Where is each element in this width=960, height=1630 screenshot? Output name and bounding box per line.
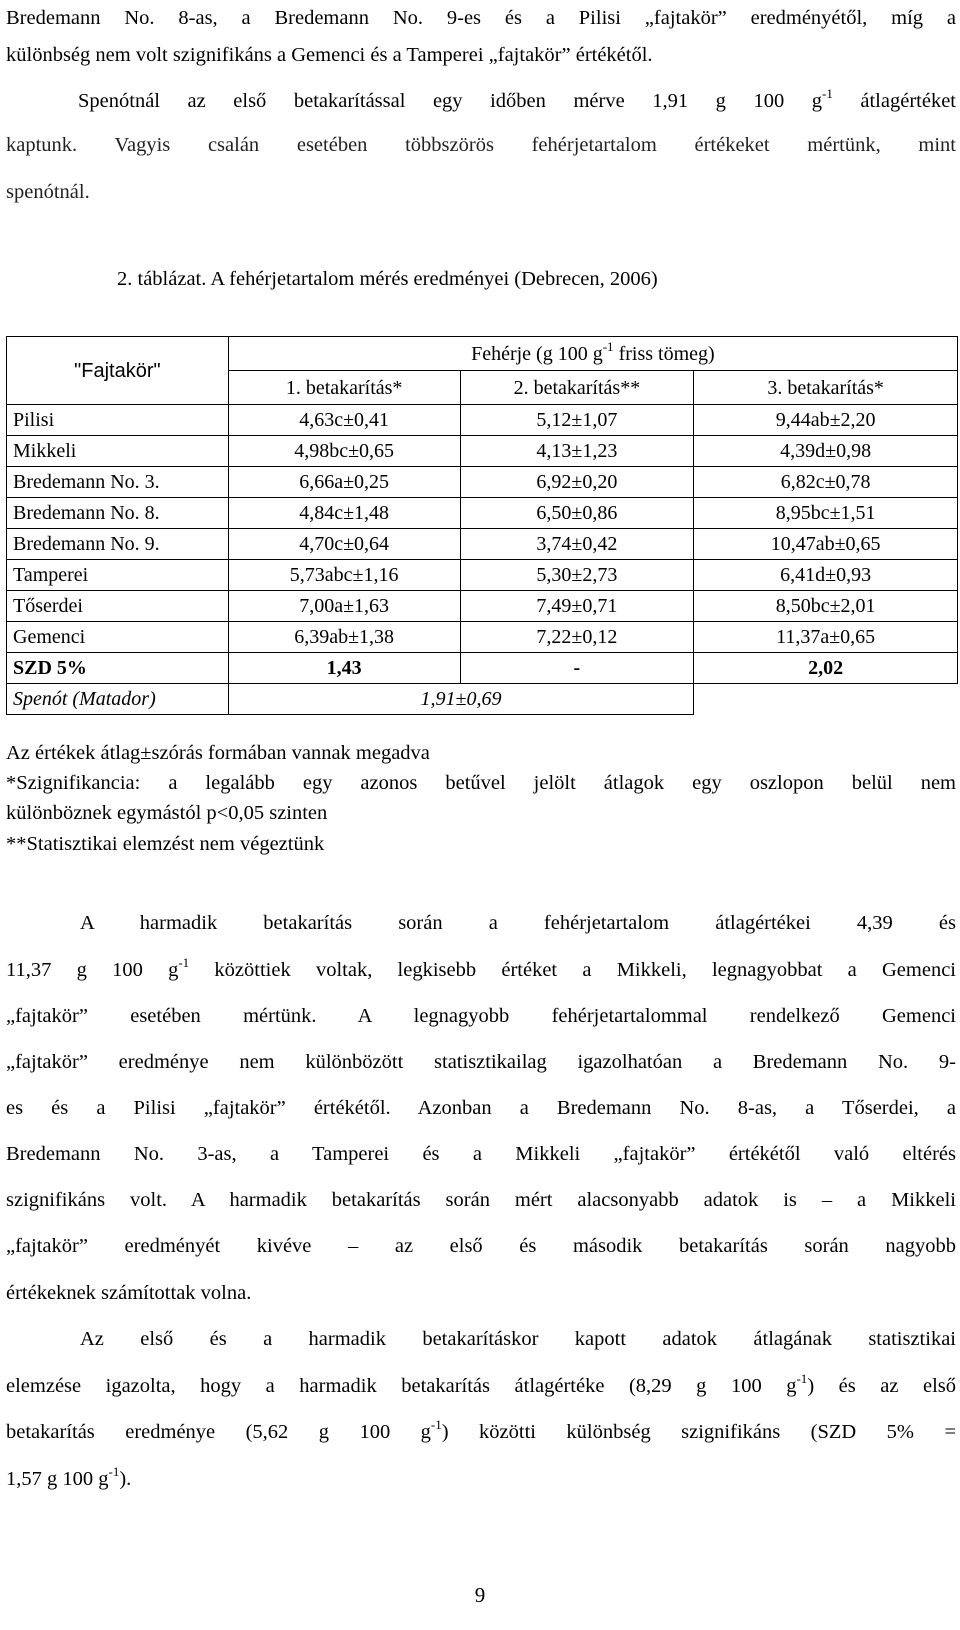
row-name: Pilisi [7, 405, 229, 436]
intro-line-5: spenótnál. [6, 181, 90, 203]
cell: 7,22±0,12 [460, 622, 694, 653]
table-row [7, 467, 958, 498]
cell: - [460, 653, 694, 684]
cell: 10,47ab±0,65 [694, 529, 958, 560]
table-row [7, 405, 958, 436]
para1-line-9: értékeknek számítottak volna. [6, 1282, 252, 1304]
cell: 2,02 [694, 653, 958, 684]
table-row [7, 622, 958, 653]
intro-line-3: Spenótnál az első betakarítással egy időben mérve 1,91 g 100 $g^{-1}$ átlagértéket [78, 86, 956, 112]
cell: 4,63c±0,41 [228, 405, 460, 436]
cell: 9,44ab±2,20 [694, 405, 958, 436]
para1-line-1: A harmadik betakarítás során a fehérjetartalom átlagértékei 4,39 és [80, 912, 956, 934]
row-header: "Fajtakör" [7, 337, 229, 405]
para1-line-5: es és a Pilisi „fajtakör” értékétől. Azonban a Bredemann No. 8-as, a Tőserdei, a [6, 1097, 956, 1119]
para2-line-2: elemzése igazolta, hogy a harmadik betakarítás átlagértéke (8,29 g 100 $g^{-1}$) és az első [6, 1371, 956, 1397]
cell: 8,95bc±1,51 [694, 498, 958, 529]
cell: 3,74±0,42 [460, 529, 694, 560]
para1-line-6: Bredemann No. 3-as, a Tamperei és a Mikkeli „fajtakör” értékétől való eltérés [6, 1143, 956, 1165]
empty-cell [694, 684, 958, 715]
cell: 4,98bc±0,65 [228, 436, 460, 467]
cell: 4,13±1,23 [460, 436, 694, 467]
cell: 11,37a±0,65 [694, 622, 958, 653]
cell: 4,84c±1,48 [228, 498, 460, 529]
cell: 6,39ab±1,38 [228, 622, 460, 653]
column-header: 1. betakarítás* [228, 371, 460, 405]
intro-line-4: kaptunk. Vagyis csalán esetében többszörös fehérjetartalom értékeket mértünk, mint [6, 134, 956, 156]
cell: 1,43 [228, 653, 460, 684]
para2-line-1: Az első és a harmadik betakarításkor kapott adatok átlagának statisztikai [80, 1328, 956, 1350]
row-name: Bredemann No. 8. [7, 498, 229, 529]
cell: 4,39d±0,98 [694, 436, 958, 467]
row-name: Bredemann No. 3. [7, 467, 229, 498]
para1-line-8: „fajtakör” eredményét kivéve – az első és második betakarítás során nagyobb [6, 1235, 956, 1257]
cell: 5,12±1,07 [460, 405, 694, 436]
cell: 8,50bc±2,01 [694, 591, 958, 622]
cell: 5,30±2,73 [460, 560, 694, 591]
row-name: Tamperei [7, 560, 229, 591]
row-name: Mikkeli [7, 436, 229, 467]
table-caption: 2. táblázat. A fehérjetartalom mérés eredményei (Debrecen, 2006) [117, 268, 658, 290]
cell: 6,82c±0,78 [694, 467, 958, 498]
table-row [7, 560, 958, 591]
cell: 4,70c±0,64 [228, 529, 460, 560]
cell: 6,66a±0,25 [228, 467, 460, 498]
table-note-2b: különböznek egymástól p<0,05 szinten [6, 802, 328, 824]
group-header: Fehérje (g 100 $g^{-1}$ friss tömeg) [228, 337, 957, 371]
intro-line-1: Bredemann No. 8-as, a Bredemann No. 9-es és a Pilisi „fajtakör” eredményétől, míg a [6, 7, 956, 29]
para1-line-2: 11,37 g 100 $g^{-1}$ közöttiek voltak, legkisebb értéket a Mikkeli, legnagyobbat a Gemenci [6, 955, 956, 981]
table-row-szd [7, 653, 958, 684]
table-note-1: Az értékek átlag±szórás formában vannak megadva [6, 742, 430, 764]
row-name: Bredemann No. 9. [7, 529, 229, 560]
cell: 6,92±0,20 [460, 467, 694, 498]
row-name: Spenót (Matador) [7, 684, 229, 715]
para1-line-4: „fajtakör” eredménye nem különbözött statisztikailag igazolhatóan a Bredemann No. 9- [6, 1051, 956, 1073]
protein-table [6, 336, 958, 715]
column-header: 2. betakarítás** [460, 371, 694, 405]
para1-line-3: „fajtakör” esetében mértünk. A legnagyobb fehérjetartalommal rendelkező Gemenci [6, 1005, 956, 1027]
table-header-row-1 [7, 337, 958, 371]
table-row [7, 498, 958, 529]
row-name: Gemenci [7, 622, 229, 653]
table-note-3: **Statisztikai elemzést nem végeztünk [6, 833, 325, 855]
cell: 7,49±0,71 [460, 591, 694, 622]
para1-line-7: szignifikáns volt. A harmadik betakarítás során mért alacsonyabb adatok is – a Mikkeli [6, 1189, 956, 1211]
para2-line-3: betakarítás eredménye (5,62 g 100 $g^{-1}$) közötti különbség szignifikáns (SZD 5% = [6, 1417, 957, 1443]
table-row-spenot [7, 684, 958, 715]
row-name: SZD 5% [7, 653, 229, 684]
table-note-2a: *Szignifikancia: a legalább egy azonos betűvel jelölt átlagok egy oszlopon belül nem [6, 772, 956, 794]
cell: 1,91±0,69 [228, 684, 694, 715]
cell: 6,50±0,86 [460, 498, 694, 529]
cell: 5,73abc±1,16 [228, 560, 460, 591]
column-header: 3. betakarítás* [694, 371, 958, 405]
row-name: Tőserdei [7, 591, 229, 622]
intro-line-2: különbség nem volt szignifikáns a Gemenci és a Tamperei „fajtakör” értékétől. [6, 44, 653, 66]
page-number: 9 [474, 1583, 486, 1607]
cell: 6,41d±0,93 [694, 560, 958, 591]
table-row [7, 591, 958, 622]
table-row [7, 529, 958, 560]
table-row [7, 436, 958, 467]
para2-line-4: 1,57 g 100 $g^{-1}$). [6, 1464, 132, 1490]
cell: 7,00a±1,63 [228, 591, 460, 622]
